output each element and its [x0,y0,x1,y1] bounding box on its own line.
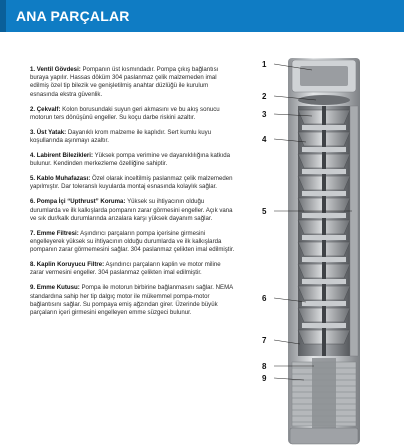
list-item [30,152,236,168]
callout-7: 7 [262,336,267,345]
item-heading: 2. Çekvalf: [30,105,61,113]
list-item [30,261,236,277]
item-text: Özel olarak inceltilmiş paslanmaz çelik malzemeden yapılmıştır. Dar toleranslı kuyularda montaj esnasında kolaylık sağlar. [30,175,233,191]
callout-8: 8 [262,362,267,371]
item-text: Pompanın üst kısmındadır. Pompa çıkış bağlantısı buraya yapılır. Hassas döküm 304 paslanmaz çelik malzemeden imal edilmiş özel tip bilezik ve genişletilmiş anahtar düzlüğü ile kurulum esnasında ekstra güvenlik. [30,66,219,98]
callout-4: 4 [262,135,267,144]
suction-housing [290,428,358,444]
item-heading: 4. Labirent Bilezikleri: [30,152,93,160]
list-item [30,129,236,145]
list-item [30,230,236,255]
cable-guard [350,106,358,356]
item-text: Kolon borusundaki suyun geri akmasını ve bu akış sonucu motorun ters dönüşünü engeller. Su koçu darbe riskini azaltır. [30,105,220,121]
callout-9: 9 [262,374,267,383]
item-heading: 7. Emme Filtresi: [30,229,79,237]
item-text: Yüksek pompa verimine ve dayanıklılığına katkıda bulunur. Kendinden merkezleme özelliğine sahiptir. [30,152,231,168]
callout-6: 6 [262,294,267,303]
pump-diagram [252,44,404,448]
item-text: Pompa ile motorun birbirine bağlanmasını sağlar. NEMA standardına sahip her tip dalgıç motor ile mükemmel pompa-motor bağlantısını sağlar. Su pompaya emiş ağzından girer. Üzerinde büyük parçaların içeri girmesini engelleyen emme süzgeci bulunur. [30,284,233,317]
list-item [30,175,236,191]
title-accent-stripe [0,0,6,32]
callout-3: 3 [262,110,267,119]
item-heading: 1. Ventil Gövdesi: [30,66,81,73]
item-text: Aşındırıcı parçaların pompa içerisine girmesini engelleyerek yüksek su ihtiyacının olduğu durumlarda ve ilk kalkışlarda pompanın zarar görmemesini sağlar. 304 paslanmaz çelikten imal edilmiştir. [30,229,235,254]
impeller-stages [298,106,350,356]
page-title: ANA PARÇALAR [16,8,130,24]
title-bar [0,0,404,32]
list-item [30,106,236,122]
parts-list [30,66,236,324]
item-text: Dayanıklı krom malzeme ile kaplıdır. Sert kumlu kuyu koşullarında aşınmayı azaltır. [30,128,212,145]
callout-5: 5 [262,207,267,216]
callout-2: 2 [262,92,267,101]
pump-cutaway-illustration [252,44,404,448]
item-heading: 8. Kaplin Koruyucu Filtre: [30,261,105,269]
item-text: Aşındırıcı parçaların kaplin ve motor miline zarar vermesini engeller. 304 paslanmaz çelikten imal edilmiştir. [30,261,221,277]
item-heading: 5. Kablo Muhafazası: [30,175,91,183]
callout-1: 1 [262,60,267,69]
check-valve [298,95,350,105]
item-heading: 9. Emme Kutusu: [30,284,80,292]
list-item [30,284,236,317]
coupling-filter [312,358,336,430]
item-heading: 6. Pompa İçi “Upthrust” Koruma: [30,198,126,206]
list-item [30,66,236,99]
list-item [30,198,236,223]
item-heading: 3. Üst Yatak: [30,128,67,136]
item-text: Yüksek su ihtiyacının olduğu durumlarda ve ilk kalkışlarda pompanın zarar görmesini engeller. Açık vana ve sık dur/kalk durumlarında arızalara karşı yüksek dayanım sağlar. [30,198,233,222]
